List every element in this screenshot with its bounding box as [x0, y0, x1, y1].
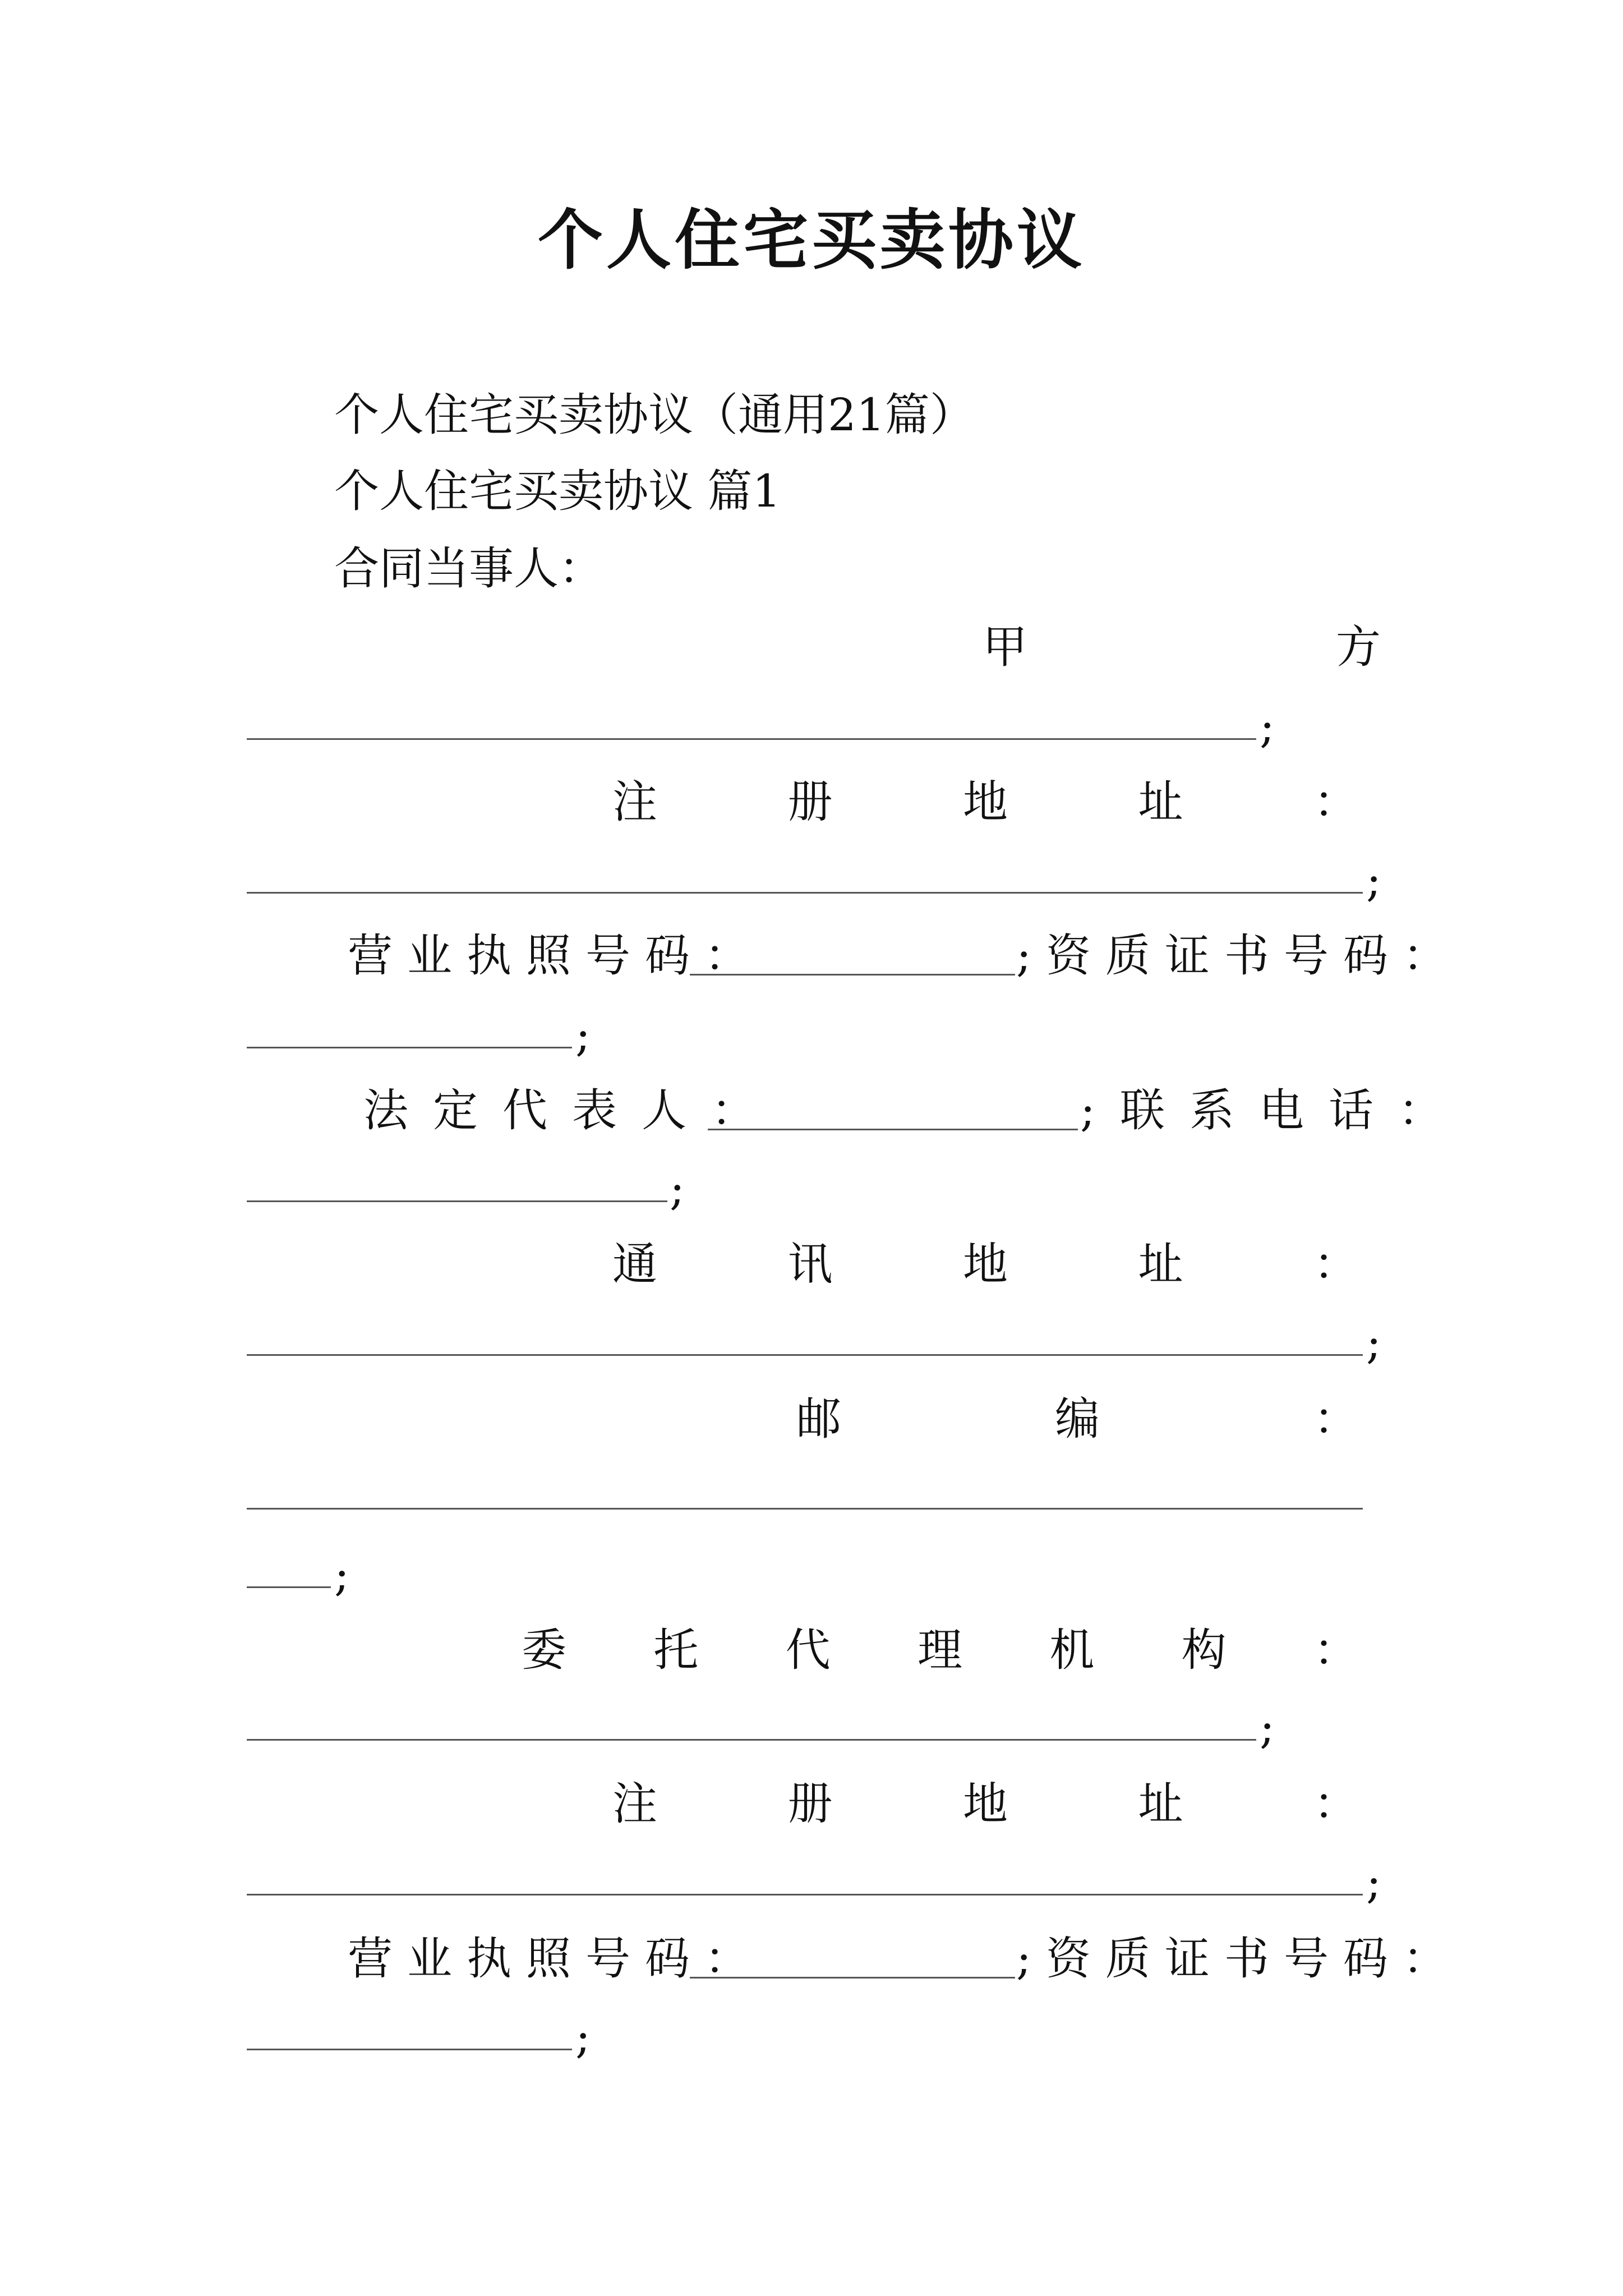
party-a-phone-blank[interactable] — [247, 1200, 667, 1202]
label-char: 地 — [963, 1778, 1008, 1830]
party-a-license-label: 营业执照号码： — [348, 930, 764, 982]
party-a-char: 方 — [1336, 621, 1381, 673]
semicolon: ; — [1366, 854, 1381, 907]
parties-heading: 合同当事人： — [334, 542, 603, 595]
label-char: 址 — [1138, 776, 1183, 828]
party-a-registered-address-label — [612, 776, 1358, 828]
semicolon: ; — [670, 1163, 685, 1215]
semicolon: ; — [1260, 1701, 1275, 1754]
semicolon: ; — [1260, 701, 1275, 753]
label-char: 注 — [612, 776, 657, 828]
label-char: ： — [1313, 1624, 1358, 1676]
agency-registered-address-blank[interactable] — [247, 1894, 1363, 1895]
semicolon: ; — [1366, 1317, 1381, 1369]
label-char: 讯 — [787, 1238, 833, 1290]
label-char: 册 — [787, 776, 833, 828]
document-title: 个人住宅买卖协议 — [538, 202, 1085, 278]
party-a-postcode-blank-continued[interactable] — [247, 1586, 331, 1588]
semicolon: ; — [575, 1009, 591, 1061]
party-a-license-blank[interactable] — [690, 974, 1015, 976]
label-char: 册 — [787, 1778, 833, 1830]
document-subtitle: 个人住宅买卖协议（通用21篇） — [334, 389, 975, 441]
label-char: 邮 — [796, 1393, 841, 1445]
party-a-legal-rep-label: 法定代表人： — [363, 1084, 781, 1137]
agency-name-blank[interactable] — [247, 1739, 1256, 1741]
agency-license-blank[interactable] — [690, 1977, 1015, 1978]
label-char: 址 — [1138, 1778, 1183, 1830]
party-a-name-blank[interactable] — [247, 738, 1256, 740]
agency-license-label: 营业执照号码： — [348, 1932, 764, 1985]
party-a-char: 甲 — [983, 621, 1027, 673]
party-a-legal-rep-blank[interactable] — [708, 1129, 1078, 1130]
semicolon: ; — [575, 2011, 591, 2063]
label-char: 注 — [612, 1778, 657, 1830]
label-char: 理 — [917, 1624, 962, 1676]
label-char: ： — [1313, 776, 1358, 828]
label-char: 址 — [1138, 1238, 1183, 1290]
label-char: 编 — [1055, 1393, 1100, 1445]
label-char: 机 — [1049, 1624, 1095, 1676]
semicolon: ; — [334, 1549, 349, 1601]
label-char: ： — [1313, 1393, 1358, 1445]
party-a-postcode-label — [796, 1393, 1358, 1445]
agency-label — [522, 1624, 1358, 1676]
label-char: 地 — [963, 1238, 1008, 1290]
label-char: 构 — [1181, 1624, 1227, 1676]
label-char: 托 — [653, 1624, 699, 1676]
party-a-cert-label: ;资质证书号码： — [1016, 930, 1462, 982]
agency-cert-blank[interactable] — [247, 2049, 572, 2050]
party-a-mail-address-label — [612, 1238, 1358, 1290]
agency-registered-address-label — [612, 1778, 1358, 1830]
label-char: 代 — [785, 1624, 831, 1676]
party-a-label — [983, 621, 1381, 673]
section-heading: 个人住宅买卖协议 篇1 — [334, 465, 781, 517]
party-a-registered-address-blank[interactable] — [247, 892, 1363, 894]
party-a-phone-label: ;联系电话： — [1080, 1084, 1468, 1137]
party-a-mail-address-blank[interactable] — [247, 1354, 1363, 1356]
label-char: 地 — [963, 776, 1008, 828]
agency-cert-label: ;资质证书号码： — [1016, 1932, 1462, 1985]
label-char: ： — [1313, 1778, 1358, 1830]
semicolon: ; — [1366, 1856, 1381, 1908]
party-a-cert-blank[interactable] — [247, 1047, 572, 1048]
party-a-postcode-blank[interactable] — [247, 1508, 1363, 1510]
label-char: 通 — [612, 1238, 657, 1290]
label-char: ： — [1313, 1238, 1358, 1290]
label-char: 委 — [522, 1624, 566, 1676]
